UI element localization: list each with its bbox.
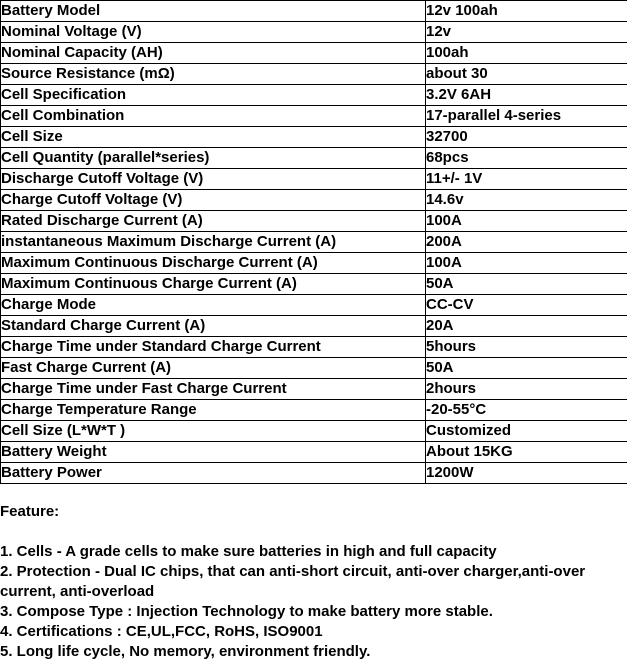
spec-label: Battery Weight (1, 442, 426, 463)
table-row (1, 316, 627, 337)
table-row (1, 64, 627, 85)
spec-label: Rated Discharge Current (A) (1, 211, 426, 232)
feature-title: Feature: (0, 503, 60, 520)
table-row (1, 232, 627, 253)
table-row (1, 190, 627, 211)
spec-label: Cell Specification (1, 85, 426, 106)
spec-label: Maximum Continuous Discharge Current (A) (1, 253, 426, 274)
spec-label: Discharge Cutoff Voltage (V) (1, 169, 426, 190)
spec-value: 68pcs (426, 148, 627, 169)
feature-section (0, 494, 627, 662)
spec-label: Cell Size (L*W*T ) (1, 421, 426, 442)
spec-label: Charge Time under Standard Charge Current (1, 337, 426, 358)
table-row (1, 211, 627, 232)
spec-label: Fast Charge Current (A) (1, 358, 426, 379)
table-row (1, 274, 627, 295)
spec-value: -20-55°C (426, 400, 627, 421)
spec-label: Maximum Continuous Charge Current (A) (1, 274, 426, 295)
list-item: 5. Long life cycle, No memory, environment friendly. (0, 643, 371, 660)
spec-label: Charge Cutoff Voltage (V) (1, 190, 426, 211)
spec-label: Nominal Capacity (AH) (1, 43, 426, 64)
spec-value: 100A (426, 253, 627, 274)
spec-table-body (1, 1, 627, 484)
spec-label: Nominal Voltage (V) (1, 22, 426, 43)
table-row (1, 463, 627, 484)
spec-value: 200A (426, 232, 627, 253)
table-row (1, 1, 627, 22)
table-row (1, 253, 627, 274)
spec-label: instantaneous Maximum Discharge Current (A) (1, 232, 426, 253)
spec-label: Source Resistance (mΩ) (1, 64, 426, 85)
table-row (1, 379, 627, 400)
spec-value: about 30 (426, 64, 627, 85)
spec-value: 14.6v (426, 190, 627, 211)
spec-label: Charge Temperature Range (1, 400, 426, 421)
spec-label: Cell Combination (1, 106, 426, 127)
table-row (1, 400, 627, 421)
table-row (1, 358, 627, 379)
spec-value: Customized (426, 421, 627, 442)
table-row (1, 442, 627, 463)
spec-label: Cell Quantity (parallel*series) (1, 148, 426, 169)
spec-label: Charge Mode (1, 295, 426, 316)
table-row (1, 169, 627, 190)
list-item: 3. Compose Type : Injection Technology to make battery more stable. (0, 603, 493, 620)
spec-value: 12v 100ah (426, 1, 627, 22)
spec-value: 20A (426, 316, 627, 337)
list-item: 4. Certifications : CE,UL,FCC, RoHS, ISO9001 (0, 623, 323, 640)
spec-value: 50A (426, 358, 627, 379)
spec-value: CC-CV (426, 295, 627, 316)
feature-list (0, 542, 627, 662)
spec-value: 100A (426, 211, 627, 232)
table-row (1, 106, 627, 127)
spec-label: Battery Power (1, 463, 426, 484)
spec-value: 17-parallel 4-series (426, 106, 627, 127)
list-item: 1. Cells - A grade cells to make sure batteries in high and full capacity (0, 543, 497, 560)
spec-value: 11+/- 1V (426, 169, 627, 190)
table-row (1, 22, 627, 43)
spec-label: Cell Size (1, 127, 426, 148)
spec-value: 50A (426, 274, 627, 295)
table-row (1, 127, 627, 148)
spec-value: 3.2V 6AH (426, 85, 627, 106)
table-row (1, 295, 627, 316)
table-row (1, 85, 627, 106)
spec-value: About 15KG (426, 442, 627, 463)
spec-value: 2hours (426, 379, 627, 400)
spec-value: 1200W (426, 463, 627, 484)
spec-label: Battery Model (1, 1, 426, 22)
spec-value: 12v (426, 22, 627, 43)
table-row (1, 421, 627, 442)
spec-label: Charge Time under Fast Charge Current (1, 379, 426, 400)
spec-value: 5hours (426, 337, 627, 358)
spec-label: Standard Charge Current (A) (1, 316, 426, 337)
list-item: 2. Protection - Dual IC chips, that can anti-short circuit, anti-over charger,anti-over current, anti-overload (0, 563, 586, 600)
table-row (1, 148, 627, 169)
table-row (1, 43, 627, 64)
spec-value: 100ah (426, 43, 627, 64)
table-row (1, 337, 627, 358)
spec-value: 32700 (426, 127, 627, 148)
